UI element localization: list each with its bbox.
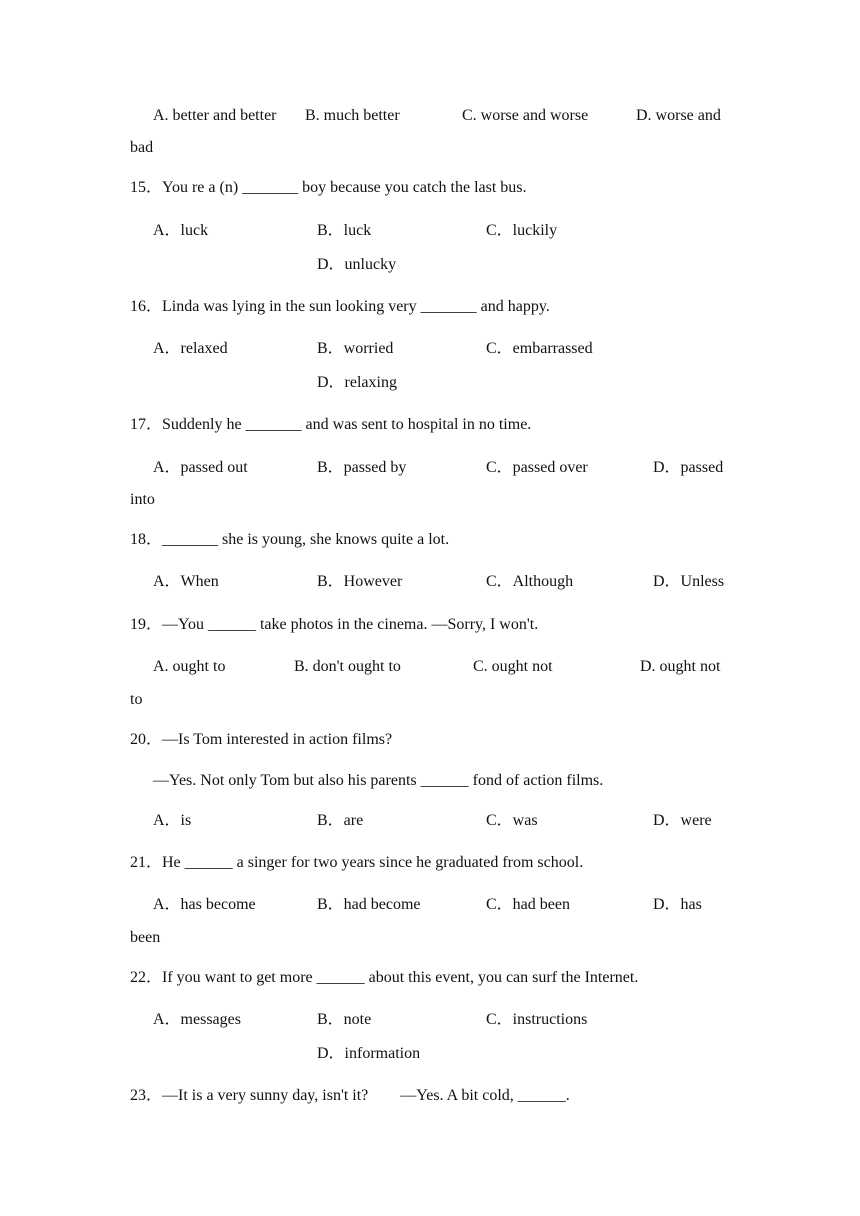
question-stem-reply: —Yes. Not only Tom but also his parents ______ fond of action films. bbox=[153, 772, 604, 789]
question-stem: 23．—It is a very sunny day, isn't it? —Yes. A bit cold, ______. bbox=[130, 1087, 570, 1104]
option-b: B．worried bbox=[317, 340, 394, 357]
question-stem: 16．Linda was lying in the sun looking very _______ and happy. bbox=[130, 298, 550, 315]
question-stem: 21．He ______ a singer for two years since he graduated from school. bbox=[130, 854, 584, 871]
option-b: B. much better bbox=[305, 107, 400, 124]
option-d: D．passed bbox=[653, 459, 724, 476]
option-c: C．Although bbox=[486, 573, 574, 590]
option-b: B．had become bbox=[317, 896, 421, 913]
option-d: D．relaxing bbox=[317, 374, 397, 391]
option-c: C．passed over bbox=[486, 459, 588, 476]
option-a: A. better and better bbox=[153, 107, 277, 124]
question-stem: 18．_______ she is young, she knows quite a lot. bbox=[130, 531, 450, 548]
option-a: A．When bbox=[153, 573, 219, 590]
option-b: B．However bbox=[317, 573, 403, 590]
option-c: C．embarrassed bbox=[486, 340, 593, 357]
option-c: C．had been bbox=[486, 896, 570, 913]
option-b: B．passed by bbox=[317, 459, 407, 476]
option-d: D．were bbox=[653, 812, 712, 829]
option-d: D．unlucky bbox=[317, 256, 397, 273]
option-d: D．Unless bbox=[653, 573, 725, 590]
option-d: D．information bbox=[317, 1045, 421, 1062]
option-d: D．has bbox=[653, 896, 702, 913]
option-a: A．messages bbox=[153, 1011, 241, 1028]
option-b: B．note bbox=[317, 1011, 372, 1028]
option-a: A．luck bbox=[153, 222, 209, 239]
option-c: C. worse and worse bbox=[462, 107, 589, 124]
option-d-overflow: to bbox=[130, 691, 143, 708]
option-c: C. ought not bbox=[473, 658, 553, 675]
question-stem: 19．—You ______ take photos in the cinema. —Sorry, I won't. bbox=[130, 616, 539, 633]
option-d-overflow: into bbox=[130, 491, 155, 508]
question-stem: 17．Suddenly he _______ and was sent to hospital in no time. bbox=[130, 416, 532, 433]
option-b: B. don't ought to bbox=[294, 658, 401, 675]
option-a: A. ought to bbox=[153, 658, 226, 675]
option-d: D. worse and bbox=[636, 107, 721, 124]
option-b: B．are bbox=[317, 812, 364, 829]
option-d-overflow: bad bbox=[130, 139, 154, 156]
question-stem: 22．If you want to get more ______ about this event, you can surf the Internet. bbox=[130, 969, 639, 986]
option-d-overflow: been bbox=[130, 929, 161, 946]
question-stem: 20．—Is Tom interested in action films? bbox=[130, 731, 393, 748]
question-stem: 15．You re a (n) _______ boy because you catch the last bus. bbox=[130, 179, 527, 196]
option-a: A．relaxed bbox=[153, 340, 228, 357]
option-d: D. ought not bbox=[640, 658, 721, 675]
option-b: B．luck bbox=[317, 222, 372, 239]
option-c: C．was bbox=[486, 812, 538, 829]
option-c: C．instructions bbox=[486, 1011, 588, 1028]
option-c: C．luckily bbox=[486, 222, 558, 239]
option-a: A．has become bbox=[153, 896, 256, 913]
option-a: A．passed out bbox=[153, 459, 248, 476]
option-a: A．is bbox=[153, 812, 192, 829]
